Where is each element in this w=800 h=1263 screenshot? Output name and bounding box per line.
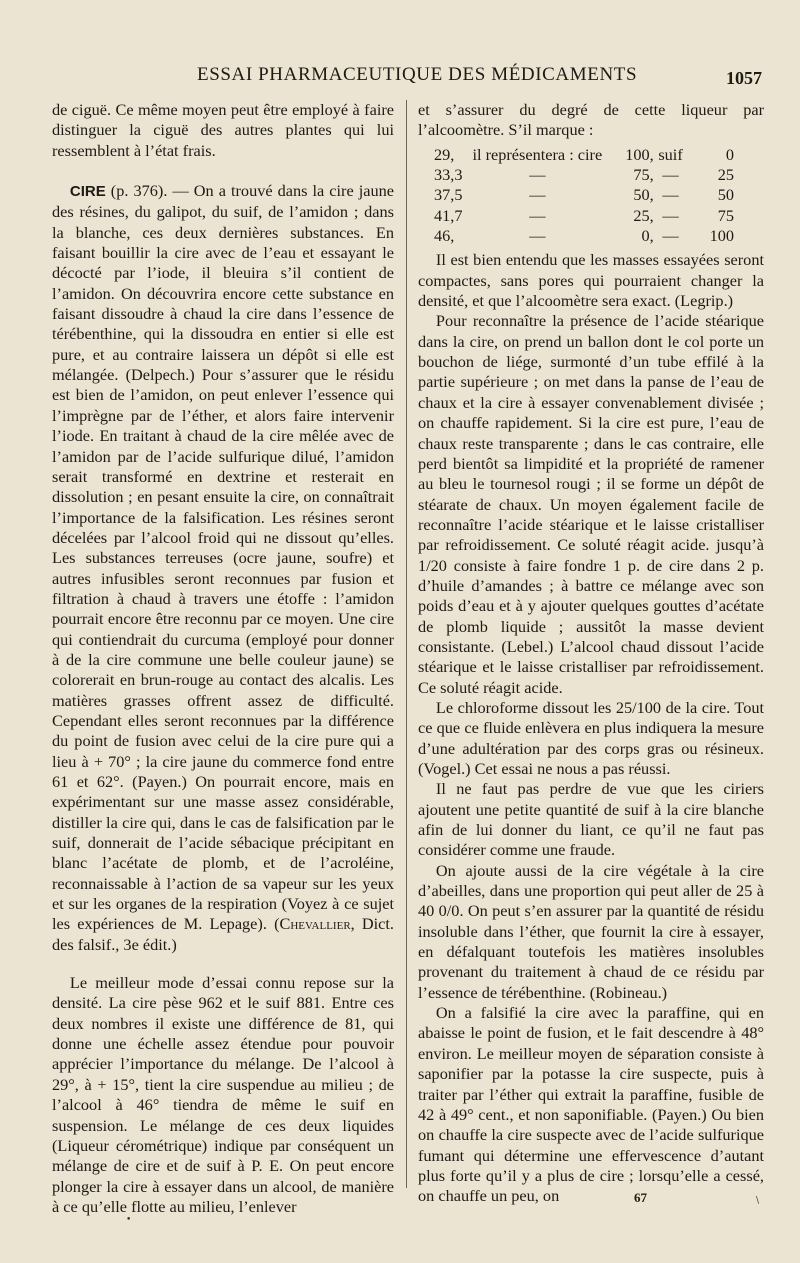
dash-cell: suif bbox=[658, 144, 683, 164]
signature-mark: 67 bbox=[634, 1190, 647, 1205]
degree-cell: 29, bbox=[434, 144, 455, 164]
label-cell: — bbox=[529, 205, 546, 225]
cire-cell: 75, bbox=[633, 165, 654, 185]
paragraph-cire bbox=[52, 181, 394, 955]
degree-cell: 41,7 bbox=[434, 205, 463, 225]
entry-heading-cire: CIRE bbox=[69, 183, 106, 201]
alcoometer-table bbox=[434, 145, 734, 247]
cire-cell: 50, bbox=[633, 185, 654, 205]
degree-cell: 46, bbox=[434, 226, 455, 246]
label-cell: — bbox=[529, 185, 546, 205]
paragraph-cire-body: (p. 376). — On a trouvé dans la cire jaune des résines, du galipot, du suif, de l’amidon ; dans la blanche, ces deux dernières substances. En faisant bouillir la cire avec de l’eau et essayant le décocté par l’iode, il bleuira s’il contient de l’amidon. On découvrira encore cette substance en faisant dissoudre à chaud la cire dans l’essence de térébenthine, qui la dissoudra en entier si elle est pure, et au contraire laissera un dépôt si elle est mélangée. (Delpech.) Pour s’assurer que le résidu est bien de l’amidon, on peut enlever l’essence qui l’imprègne par de l’éther, et alors faire intervenir l’iode. En traitant à chaud de la cire mêlée avec de l’amidon par de l’acide sulfurique dilué, l’amidon serait transformé en dextrine et resterait en dissolution ; en pesant ensuite la cire, on connaîtrait l’importance de la falsification. Les résines seront décelées par l’alcool froid qui ne dissout qu’elles. Les substances terreuses (ocre jaune, soufre) et autres infusibles seront reconnues par fusion et filtration à chaud à travers une étoffe : l’amidon pourrait encore être reconnu par ce moyen. Une cire qui contiendrait du curcuma (employé pour donner à de la cire commune une belle couleur jaune) se colorerait en brun-rouge au contact des alcalis. Les matières grasses offrent assez de difficulté. Cependant elles seront reconnues par la différence du point de fusion avec celui de la cire pure qui a lieu à + 70° ; la cire jaune du commerce fond entre 61 et 62°. (Payen.) On pourrait encore, mais en expérimentant sur une masse assez considérable, distiller la cire qui, dans le cas de falsification par le suif, donnerait de l’acide sébacique précipitant en blanc l’acétate de plomb, et de l’acroléine, reconnaissable à l’action de sa vapeur sur les yeux et sur les organes de la respiration (Voyez à ce sujet les expériences de M. Lepage). ( bbox=[52, 181, 394, 934]
cire-cell: 25, bbox=[633, 205, 654, 225]
running-title: ESSAI PHARMACEUTIQUE DES MÉDICAMENTS bbox=[197, 64, 638, 85]
paragraph-masses: Il est bien entendu que les masses essayées seront compactes, sans pores qui pourraient changer la densité, et que l’alcoomètre sera exact. (Legrip.) bbox=[418, 250, 764, 311]
paragraph-cigue-end: de ciguë. Ce même moyen peut être employé à faire distinguer la ciguë des autres plantes qui lui ressemblent à l’état frais. bbox=[52, 100, 394, 160]
dash-cell: — bbox=[662, 205, 679, 225]
cire-cell: 100, bbox=[625, 144, 654, 164]
citation-author: Chevallier bbox=[279, 914, 351, 934]
label-cell: — bbox=[529, 226, 546, 246]
paragraph-paraffine: On a falsifié la cire avec la paraffine, qui en abaisse le point de fusion, et le fait descendre à 48° environ. Le meilleur moyen de séparation consiste à saponifier par la potasse la cire suspecte, puis à traiter par l’éther qui extrait la paraffine, fusible de 42 à 49° cent., et non saponifiable. (Payen.) Ou bien on chauffe la cire suspecte avec de l’acide sulfurique fumant qui détermine une effervescence d’autant plus forte qu’il y a plus de cire ; lorsqu’elle a cessé, on chauffe un peu, on bbox=[418, 1003, 764, 1206]
suif-cell: 100 bbox=[709, 226, 734, 246]
degree-cell: 37,5 bbox=[434, 185, 463, 205]
citation-tail: , Dict. des falsif., 3e édit.) bbox=[52, 914, 394, 954]
suif-cell: 0 bbox=[725, 144, 734, 164]
page-number: 1057 bbox=[726, 68, 762, 88]
paragraph-alcoometre: et s’assurer du degré de cette liqueur par l’alcoomètre. S’il marque : bbox=[418, 100, 764, 140]
left-column bbox=[52, 100, 394, 1217]
suif-cell: 75 bbox=[717, 205, 734, 225]
cire-cell: 0, bbox=[641, 226, 654, 246]
dash-cell: — bbox=[662, 226, 679, 246]
table-row bbox=[434, 165, 734, 185]
paragraph-ciriers: Il ne faut pas perdre de vue que les ciriers ajoutent une petite quantité de suif à la cire blanche afin de lui donner du liant, ce qu’il ne faut pas considérer comme une fraude. bbox=[418, 779, 764, 860]
table-row bbox=[434, 206, 734, 226]
dash-cell: — bbox=[662, 165, 679, 185]
right-column bbox=[418, 100, 764, 1207]
paper-speck: \ bbox=[756, 1196, 760, 1206]
suif-cell: 50 bbox=[717, 185, 734, 205]
page-header bbox=[52, 62, 764, 92]
table-row bbox=[434, 226, 734, 246]
column-divider bbox=[406, 100, 407, 1188]
paragraph-acide-stearique: Pour reconnaître la présence de l’acide stéarique dans la cire, on prend un ballon dont le col porte un bouchon de liége, surmonté d’un tube effilé à la partie supérieure ; on met dans la panse de l’eau de chaux et la cire à essayer convenablement divisée ; on chauffe rapidement. Si la cire est pure, l’eau de chaux reste transparente ; dans le cas contraire, elle perd bientôt sa limpidité et la propriété de ramener au bleu le tournesol rougi ; il se forme un dépôt de stéarate de chaux. Un moyen également facile de reconnaître l’acide stéarique et le laisse cristalliser par refroidissement. Ce soluté réagit acide. jusqu’à 1/20 consiste à faire fondre 1 p. de cire dans 2 p. d’huile d’amandes ; à battre ce mélange avec son poids d’eau et à y ajouter quelques gouttes d’acétate de plomb liquide ; aussitôt la masse devient consistante. (Lebel.) L’alcool chaud dissout l’acide stéarique et le laisse cristalliser par refroidissement. Ce soluté réagit acide. bbox=[418, 311, 764, 697]
table-row bbox=[434, 185, 734, 205]
dash-cell: — bbox=[662, 185, 679, 205]
paragraph-cire-vegetale: On ajoute aussi de la cire végétale à la cire d’abeilles, dans une proportion qui peut aller de 25 à 40 0/0. On peut s’en assurer par la quantité de résidu insoluble dans l’éther, que fournit la cire à essayer, en défalquant toutefois les matières insolubles provenant du traitement à chaud de ce résidu par l’essence de térébenthine. (Robineau.) bbox=[418, 860, 764, 1002]
alcoometer-table-body bbox=[434, 145, 734, 247]
label-cell: — bbox=[529, 165, 546, 185]
degree-cell: 33,3 bbox=[434, 165, 463, 185]
table-row bbox=[434, 145, 734, 165]
paragraph-densite: Le meilleur mode d’essai connu repose sur la densité. La cire pèse 962 et le suif 881. Entre ces deux nombres il existe une différence de 81, qui donne une échelle assez étendue pour pouvoir apprécier l’importance du mélange. De l’alcool à 29°, à + 15°, tient la cire suspendue au milieu ; de l’alcool à 46° tiendra de même le suif en suspension. Le mélange de ces deux liquides (Liqueur cérométrique) indique par conséquent un mélange de cire et de suif à P. E. On peut encore plonger la cire à essayer dans un alcool, de manière à ce qu’elle flotte au milieu, l’enlever bbox=[52, 973, 394, 1216]
suif-cell: 25 bbox=[717, 165, 734, 185]
label-cell: il représentera : cire bbox=[472, 144, 603, 164]
paper-speck: • bbox=[126, 1215, 132, 1225]
paragraph-chloroforme: Le chloroforme dissout les 25/100 de la cire. Tout ce que ce fluide enlèvera en plus indiquera la mesure d’une adultération par des corps gras ou résineux. (Vogel.) Cet essai ne nous a pas réussi. bbox=[418, 697, 764, 778]
